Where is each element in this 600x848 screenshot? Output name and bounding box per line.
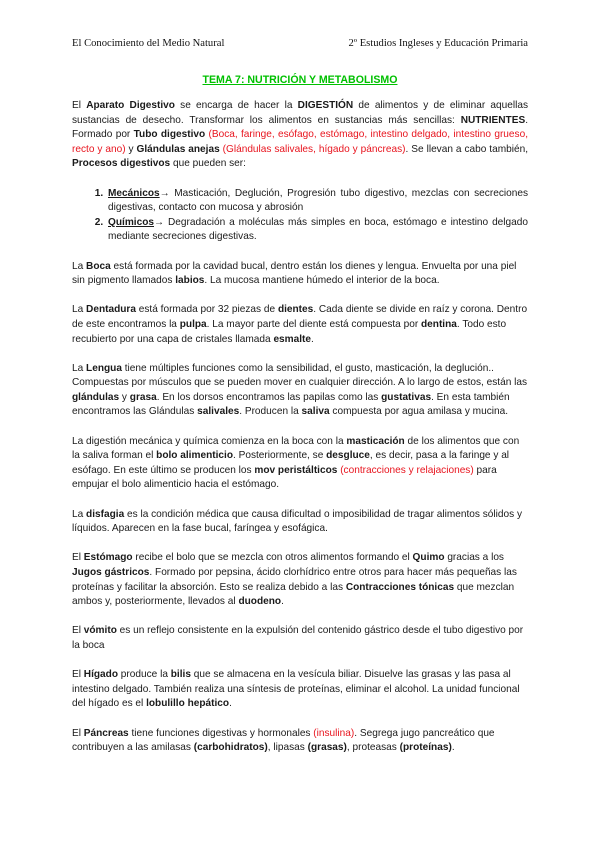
document-body xyxy=(72,99,528,770)
header-subject: El Conocimiento del Medio Natural xyxy=(72,38,225,49)
paragraph-vomito: El vómito es un reflejo consistente en la expulsión del contenido gástrico desde el tubo digestivo por la boca xyxy=(72,625,524,651)
process-list xyxy=(72,187,528,245)
paragraph-boca: La Boca está formada por la cavidad bucal, dentro están los dienes y lengua. Envuelta por una piel sin pigmento llamados labios. La mucosa mantiene húmedo el interior de la boca. xyxy=(72,260,517,287)
list-item: 1. Mecánicos→ Masticación, Deglución, Progresión tubo digestivo, mezclas con secreciones digestivas, contacto con mucosa y abrosión xyxy=(106,187,528,216)
paragraph-digestion: La digestión mecánica y química comienza en la boca con la masticación de los alimentos que con la saliva forman el bolo alimenticio. Posteriormente, se desgluce, es decir, pasa a la faringe y al esófago. En este último se producen los mov peristálticos (contracciones y relajaciones) para empujar el bolo alimenticio hacia el estómago. xyxy=(72,435,520,491)
paragraph-intro: El Aparato Digestivo se encarga de hacer la DIGESTIÓN de alimentos y de eliminar aquellas sustancias de desecho. Transformar los alimentos en sustancias más sencillas: NUTRIENTES. Formado por Tubo digestivo (Boca, faringe, esófago, estómago, intestino delgado, intestino grueso, recto y ano) y Glándulas anejas (Glándulas salivales, hígado y páncreas). Se llevan a cabo también, Procesos digestivos que pueden ser: xyxy=(72,100,529,170)
paragraph-lengua: La Lengua tiene múltiples funciones como la sensibilidad, el gusto, masticación, la deglución.. Compuestas por músculos que se pueden mover en cualquier dirección. A lo largo de estos, están las glándulas y grasa. En los dorsos encontramos las papilas como las gustativas. En esta también encontramos las Glándulas salivales. Producen la saliva compuesta por agua amilasa y mucina. xyxy=(72,362,528,418)
list-item: 2. Químicos→ Degradación a moléculas más simples en boca, estómago e intestino delgado mediante secreciones digestivas. xyxy=(106,216,528,245)
paragraph-pancreas: El Páncreas tiene funciones digestivas y hormonales (insulina). Segrega jugo pancreático que contribuyen a las amilasas (carbohidratos), lipasas (grasas), proteasas (proteínas). xyxy=(72,727,495,754)
paragraph-disfagia: La disfagia es la condición médica que causa dificultad o imposibilidad de tragar alimentos sólidos y líquidos. Aparecen en la fase bucal, faríngea y esofágica. xyxy=(72,508,523,535)
paragraph-estomago: El Estómago recibe el bolo que se mezcla con otros alimentos formando el Quimo gracias a los Jugos gástricos. Formado por pepsina, ácido clorhídrico entre otros para hacer más pequeñas las proteínas y facilitar la absorción. Esto se realiza debido a las Contracciones tónicas que mezclan ambos y, posteriormente, llevados al duodeno. xyxy=(72,552,517,608)
page-title: TEMA 7: NUTRICIÓN Y METABOLISMO xyxy=(202,74,398,86)
paragraph-higado: El Hígado produce la bilis que se almacena en la vesícula biliar. Disuelve las grasas y las pasa al intestino delgado. También realiza una síntesis de proteínas, eliminar el alcohol. La unidad funcional del hígado es el lobulillo hepático. xyxy=(72,669,520,710)
paragraph-dentadura: La Dentadura está formada por 32 piezas de dientes. Cada diente se divide en raíz y corona. Dentro de este encontramos la pulpa. La mayor parte del diente está compuesta por dentina. Todo esto recubierto por una capa de cristales llamada esmalte. xyxy=(72,304,528,345)
header-course: 2º Estudios Ingleses y Educación Primaria xyxy=(348,38,528,49)
